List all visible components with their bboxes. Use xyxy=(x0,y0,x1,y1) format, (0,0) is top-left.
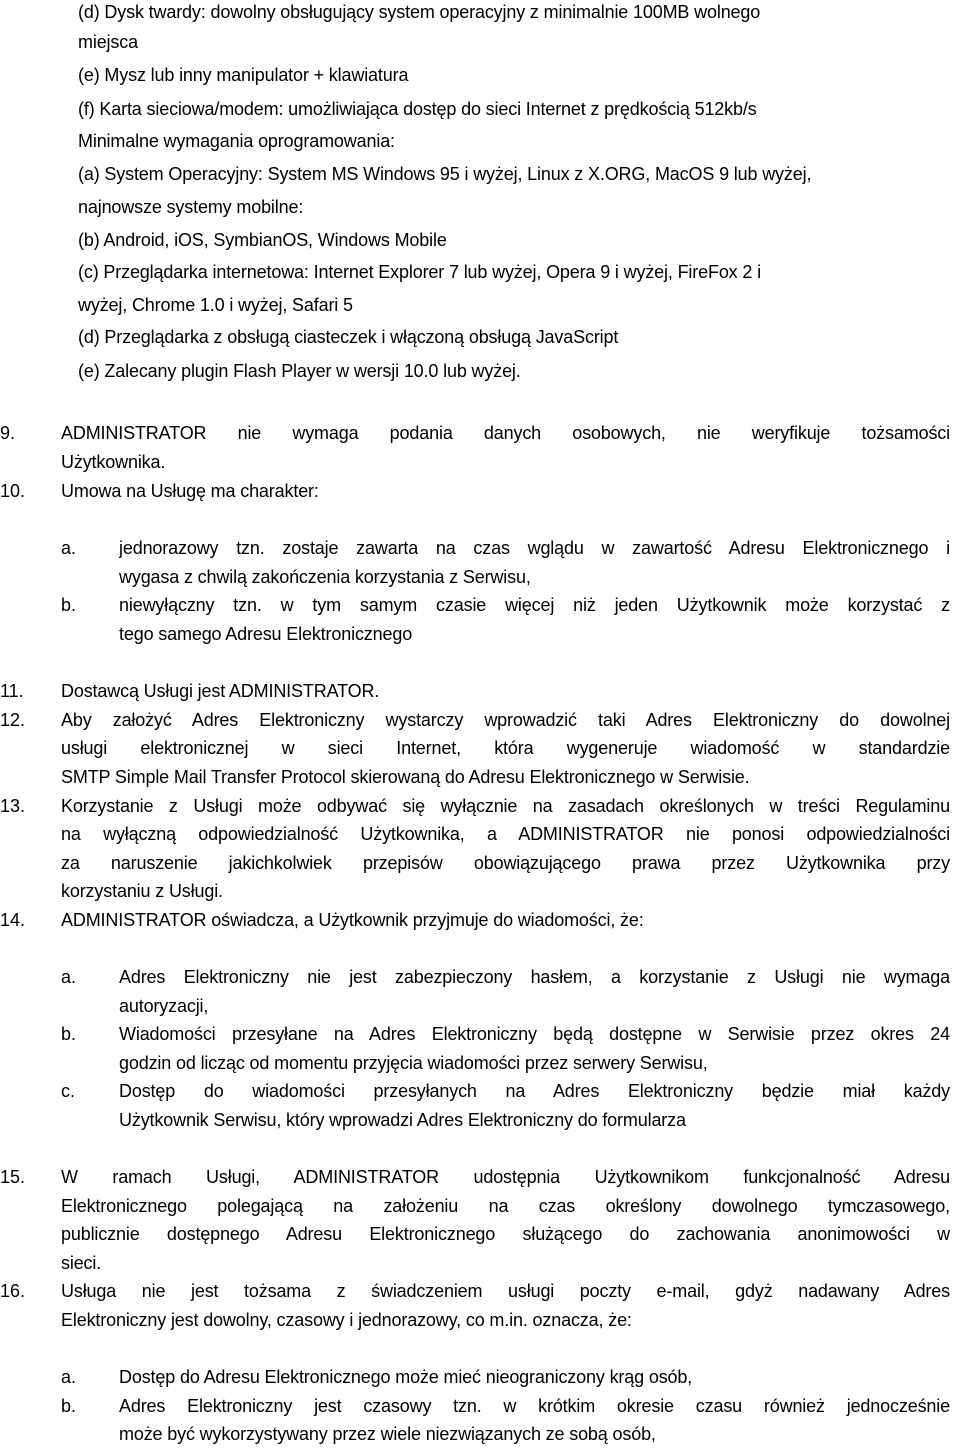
subitem-text: Adres Elektroniczny jest czasowy tzn. w krótkim okresie czasu również jednocześnie xyxy=(119,1396,950,1416)
item-text: Usługa nie jest tożsama z świadczeniem usługi poczty e-mail, gdyż nadawany Adres xyxy=(61,1281,950,1301)
subitem-text: wygasa z chwilą zakończenia korzystania z Serwisu, xyxy=(119,567,531,587)
subitem-text: Wiadomości przesyłane na Adres Elektroniczny będą dostępne w Serwisie przez okres 24 xyxy=(119,1024,950,1044)
item-text: publicznie dostępnego Adresu Elektronicznego służącego do zachowania anonimowości w xyxy=(61,1224,950,1244)
req-line: (b) Android, iOS, SymbianOS, Windows Mobile xyxy=(78,230,447,250)
item-text: usługi elektronicznej w sieci Internet, która wygeneruje wiadomość w standardzie xyxy=(61,738,950,758)
subitem-text: Użytkownik Serwisu, który wprowadzi Adres Elektroniczny do formularza xyxy=(119,1110,686,1130)
item-text: Użytkownika. xyxy=(61,452,166,472)
item-text: Elektroniczny jest dowolny, czasowy i jednorazowy, co m.in. oznacza, że: xyxy=(61,1310,632,1330)
subitem-text: Dostęp do wiadomości przesyłanych na Adres Elektroniczny będzie miał każdy xyxy=(119,1081,950,1101)
subitem-text: niewyłączny tzn. w tym samym czasie więcej niż jeden Użytkownik może korzystać z xyxy=(119,595,950,615)
subitem-text: autoryzacji, xyxy=(119,996,209,1016)
item-number: 14. xyxy=(0,910,26,930)
req-line: (f) Karta sieciowa/modem: umożliwiająca dostęp do sieci Internet z prędkością 512kb/s xyxy=(78,99,757,119)
req-line: (e) Mysz lub inny manipulator + klawiatura xyxy=(78,65,409,85)
subitem-letter: a. xyxy=(61,1367,77,1387)
req-line: (e) Zalecany plugin Flash Player w wersji 10.0 lub wyżej. xyxy=(78,361,521,381)
item-text: sieci. xyxy=(61,1253,102,1273)
item-text: na wyłączną odpowiedzialność Użytkownika, a ADMINISTRATOR nie ponosi odpowiedzialności xyxy=(61,824,950,844)
subitem-text: może być wykorzystywany przez wiele niezwiązanych ze sobą osób, xyxy=(119,1424,656,1444)
item-number: 13. xyxy=(0,796,26,816)
item-text: ADMINISTRATOR nie wymaga podania danych osobowych, nie weryfikuje tożsamości xyxy=(61,423,950,443)
subitem-text: tego samego Adresu Elektronicznego xyxy=(119,624,413,644)
item-text: Korzystanie z Usługi może odbywać się wyłącznie na zasadach określonych w treści Regulaminu xyxy=(61,796,950,816)
subitem-letter: b. xyxy=(61,1396,77,1416)
subitem-letter: a. xyxy=(61,967,77,987)
item-number: 11. xyxy=(0,681,24,701)
req-line: (d) Dysk twardy: dowolny obsługujący system operacyjny z minimalnie 100MB wolnego xyxy=(78,2,761,22)
item-text: Aby założyć Adres Elektroniczny wystarczy wprowadzić taki Adres Elektroniczny do dowolnej xyxy=(61,710,950,730)
item-text: za naruszenie jakichkolwiek przepisów obowiązującego prawa przez Użytkownika przy xyxy=(61,853,950,873)
item-text: Elektronicznego polegającą na założeniu na czas określony dowolnego tymczasowego, xyxy=(61,1196,950,1216)
item-text: ADMINISTRATOR oświadcza, a Użytkownik przyjmuje do wiadomości, że: xyxy=(61,910,644,930)
subitem-letter: c. xyxy=(61,1081,76,1101)
subitem-text: godzin od licząc od momentu przyjęcia wiadomości przez serwery Serwisu, xyxy=(119,1053,708,1073)
subitem-letter: a. xyxy=(61,538,77,558)
item-number: 15. xyxy=(0,1167,26,1187)
subitem-letter: b. xyxy=(61,595,77,615)
req-line: (d) Przeglądarka z obsługą ciasteczek i włączoną obsługą JavaScript xyxy=(78,327,619,347)
req-line: wyżej, Chrome 1.0 i wyżej, Safari 5 xyxy=(78,295,353,315)
subitem-text: Adres Elektroniczny nie jest zabezpieczony hasłem, a korzystanie z Usługi nie wymaga xyxy=(119,967,950,987)
item-number: 9. xyxy=(0,423,16,443)
item-text: Umowa na Usługę ma charakter: xyxy=(61,481,319,501)
subitem-letter: b. xyxy=(61,1024,77,1044)
req-line: (a) System Operacyjny: System MS Windows 95 i wyżej, Linux z X.ORG, MacOS 9 lub wyżej, xyxy=(78,164,812,184)
subitem-text: jednorazowy tzn. zostaje zawarta na czas wglądu w zawartość Adresu Elektronicznego i xyxy=(119,538,950,558)
item-text: korzystaniu z Usługi. xyxy=(61,881,223,901)
subitem-text: Dostęp do Adresu Elektronicznego może mieć nieograniczony krąg osób, xyxy=(119,1367,693,1387)
item-text: SMTP Simple Mail Transfer Protocol skierowaną do Adresu Elektronicznego w Serwisie. xyxy=(61,767,750,787)
item-number: 12. xyxy=(0,710,26,730)
req-line: najnowsze systemy mobilne: xyxy=(78,197,304,217)
req-line: (c) Przeglądarka internetowa: Internet Explorer 7 lub wyżej, Opera 9 i wyżej, FireFox 2 i xyxy=(78,262,761,282)
item-text: Dostawcą Usługi jest ADMINISTRATOR. xyxy=(61,681,380,701)
item-text: W ramach Usługi, ADMINISTRATOR udostępnia Użytkownikom funkcjonalność Adresu xyxy=(61,1167,950,1187)
item-number: 10. xyxy=(0,481,26,501)
req-heading: Minimalne wymagania oprogramowania: xyxy=(78,131,395,151)
req-line: miejsca xyxy=(78,32,138,52)
item-number: 16. xyxy=(0,1281,26,1301)
